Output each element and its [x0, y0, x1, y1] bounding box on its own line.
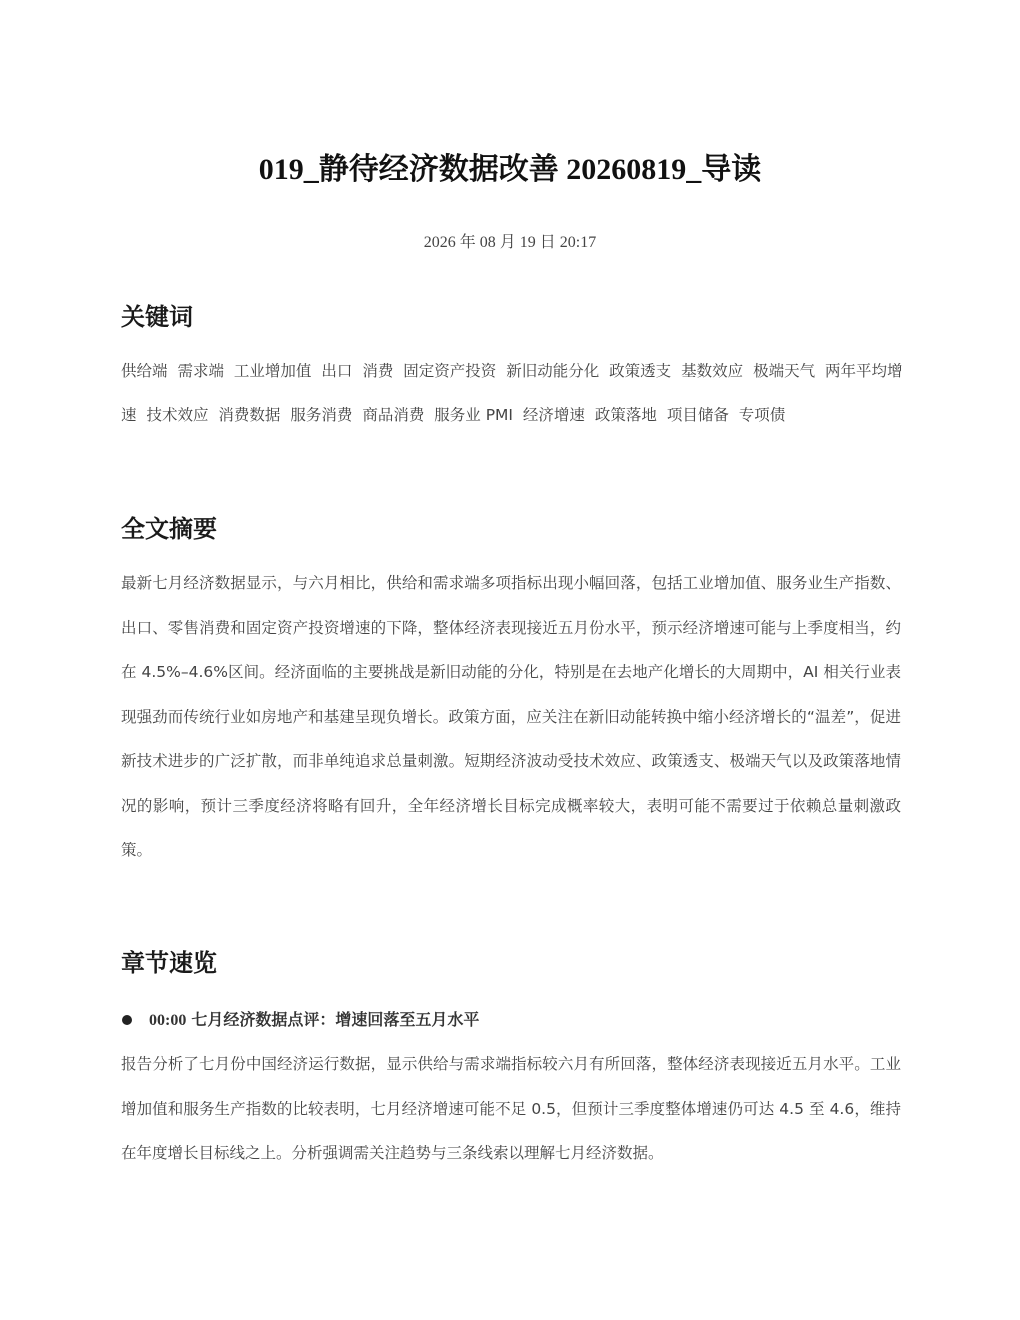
- summary-paragraph: 最新七月经济数据显示，与六月相比，供给和需求端多项指标出现小幅回落，包括工业增加值、服务业生产指数、出口、零售消费和固定资产投资增速的下降，整体经济表现接近五月份水平，预示经济增速可能与上季度相当，约在 4.5%–4.6%区间。经济面临的主要挑战是新旧动能的分化，特别是在去地产化增长的大周期中，AI 相关行业表现强劲而传统行业如房地产和基建呈现负增长。政策方面，应关注在新旧动能转换中缩小经济增长的“温差”，促进新技术进步的广泛扩散，而非单纯追求总量刺激。短期经济波动受技术效应、政策透支、极端天气以及政策落地情况的影响，预计三季度经济将略有回升，全年经济增长目标完成概率较大，表明可能不需要过于依赖总量刺激政策。: [121, 574, 901, 859]
- keyword: 专项债: [738, 406, 786, 424]
- keyword: 新旧动能分化: [506, 362, 600, 380]
- keyword: 需求端: [177, 362, 224, 380]
- keyword-list: [121, 349, 911, 437]
- chapter-item-header: [121, 1006, 901, 1034]
- keyword: 出口: [321, 362, 353, 380]
- keyword: 固定资产投资: [403, 362, 497, 380]
- keyword: 工业增加值: [233, 362, 312, 380]
- keyword: 政策透支: [609, 362, 672, 380]
- keyword: 技术效应: [146, 406, 209, 424]
- keyword: 供给端: [121, 362, 168, 380]
- document-title: 019_静待经济数据改善 20260819_导读: [258, 153, 762, 186]
- keyword: 项目储备: [666, 406, 729, 424]
- chapter-paragraph: 报告分析了七月份中国经济运行数据，显示供给与需求端指标较六月有所回落，整体经济表现接近五月水平。工业增加值和服务生产指数的比较表明，七月经济增速可能不足 0.5，但预计三季度整体增速仍可达 4.5 至 4.6，维持在年度增长目标线之上。分析强调需关注趋势与三条线索以理解七月经济数据。: [121, 1055, 901, 1162]
- keyword: 服务业 PMI: [434, 406, 513, 424]
- document-date: 2026 年 08 月 19 日 20:17: [423, 234, 597, 251]
- keyword: 服务消费: [290, 406, 353, 424]
- chapters-heading: 章节速览: [121, 949, 217, 977]
- keyword: 基数效应: [681, 362, 744, 380]
- keyword: 极端天气: [753, 362, 816, 380]
- chapter-timestamp: 00:00: [149, 1011, 187, 1029]
- chapter-title-line: [149, 1006, 479, 1035]
- bullet-icon: [122, 1015, 132, 1025]
- keyword: 消费数据: [218, 406, 281, 424]
- keywords-heading: 关键词: [121, 303, 193, 331]
- chapter-title: 七月经济数据点评：增速回落至五月水平: [191, 1009, 480, 1029]
- summary-heading: 全文摘要: [121, 515, 217, 543]
- keyword: 消费: [362, 362, 394, 380]
- keyword: 商品消费: [362, 406, 425, 424]
- keyword: 政策落地: [594, 406, 657, 424]
- keyword: 经济增速: [522, 406, 585, 424]
- keyword: 两年平均增速: [121, 362, 903, 424]
